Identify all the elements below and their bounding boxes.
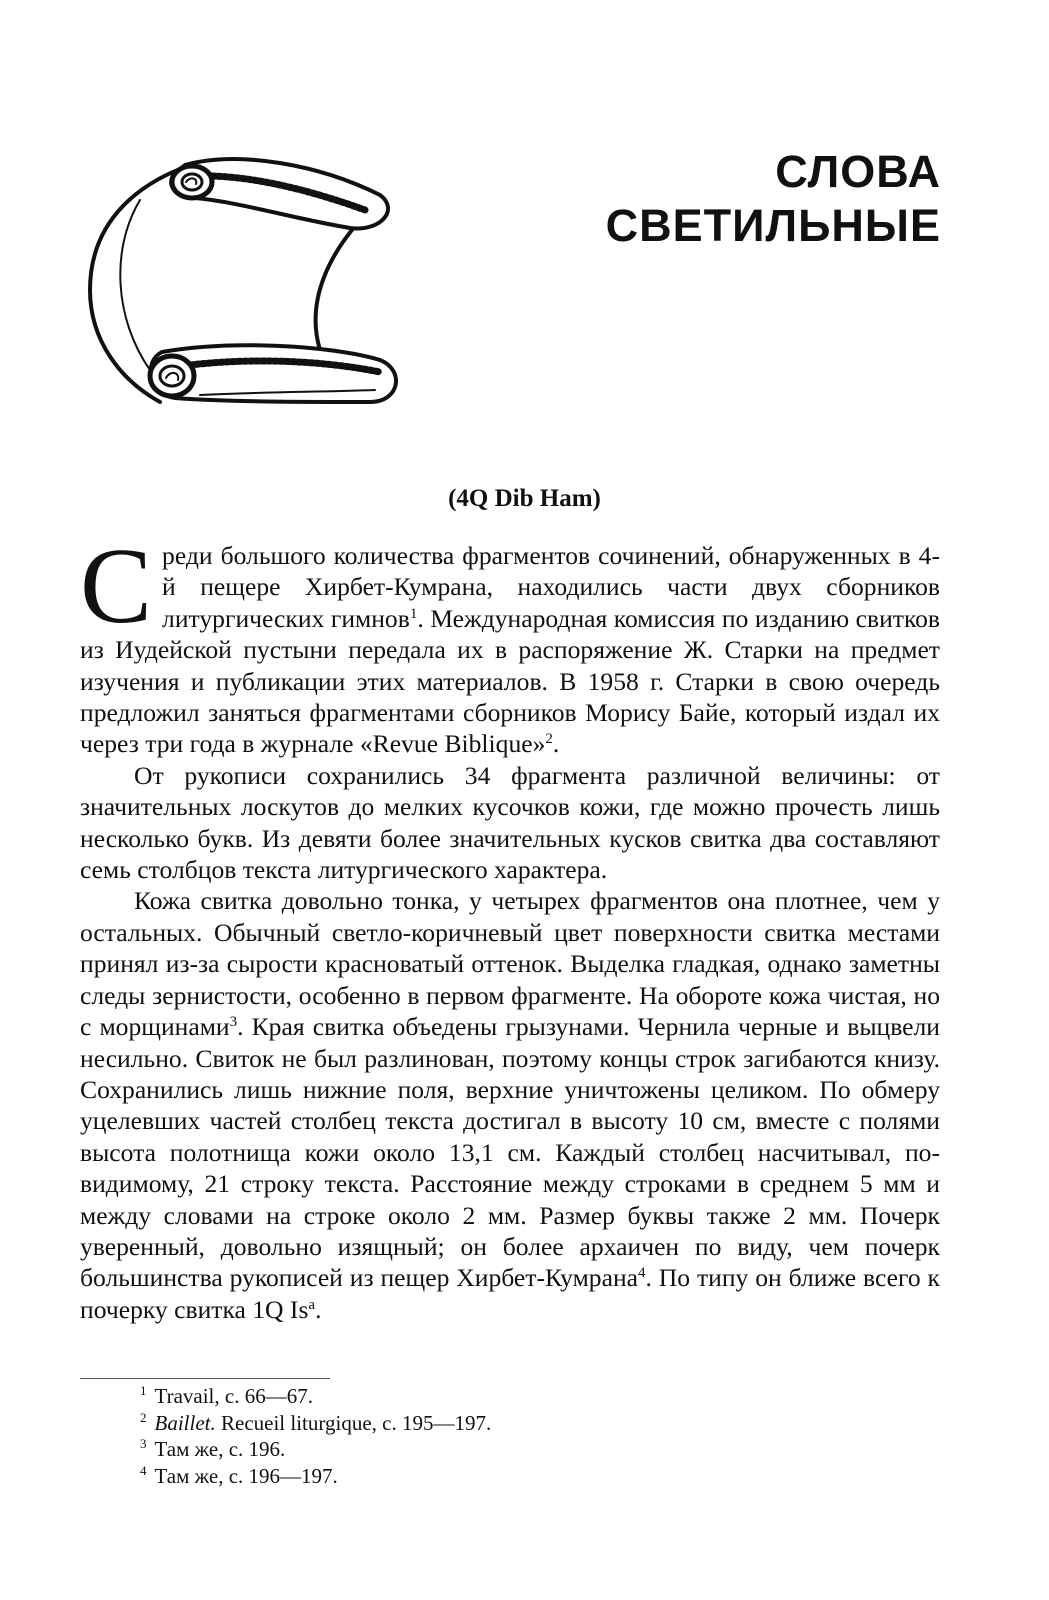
footnote-divider (80, 1378, 330, 1379)
footnote-number: 1 (140, 1383, 147, 1398)
paragraph-3-text-b: . Края свитка объедены грызунами. Чернила черные и выцвели несильно. Свиток не был разлинован, поэтому концы строк загибаются книзу. Сохранились лишь нижние поля, верхние уничтожены целиком. По обмеру уцелевших частей столбец текста достигал в высоту 10 см, вместе с полями высота полотнища кожи около 13,1 см. Каждый столбец насчитывал, по-видимому, 21 строку текста. Расстояние между строками в среднем 5 мм и между словами на строке около 2 мм. Размер буквы также 2 мм. Почерк уверенный, довольно изящный; он более архаичен по виду, чем почерк большинства рукописей из пещер Хирбет-Кумрана (80, 1012, 940, 1293)
footnote-number: 2 (140, 1409, 147, 1425)
paragraph-1 (80, 527, 940, 760)
drop-cap: С (80, 527, 153, 646)
paragraph-1-text-b: . Международная комиссия по изданию свитков из Иудейской пустыни передала их в распоряжение Ж. Старки на предмет изучения и публикации этих материалов. В 1958 г. Старки в свою очередь предложил заняться фрагментами сборников Морису Байе, который издал их через три года в журнале «Revue Biblique» (80, 603, 940, 759)
title-line-2: СВЕТИЛЬНЫЕ (605, 200, 941, 251)
paragraph-2: От рукописи сохранились 34 фрагмента различной величины: от значительных лоскутов до мелких кусочков кожи, где можно прочесть лишь несколько букв. Из девяти более значительных кусков свитка два составляют семь столбцов текста литургического характера. (80, 760, 940, 885)
footnote-ref-4[interactable]: 4 (638, 1265, 646, 1282)
superscript-a: a (308, 1296, 316, 1313)
scroll-letter-s-icon (80, 140, 410, 430)
page-title (521, 145, 941, 253)
paragraph-3-text-d: . (315, 1294, 322, 1324)
footnote-ref-3[interactable]: 3 (229, 1014, 238, 1031)
paragraph-3-text-c: . По типу он ближе всего к почерку свитка 1Q Is (80, 1263, 940, 1324)
footnote-text: Recueil liturgique, с. 195—197. (215, 1410, 492, 1435)
footnote-text: Там же, с. 196—197. (154, 1463, 338, 1488)
footnote-number: 3 (140, 1436, 147, 1451)
paragraph-1-text-a: реди большого количества фрагментов сочинений, обнаруженных в 4-й пещере Хирбет-Кумрана, находились части двух сборников литургических гимнов (162, 541, 940, 633)
footnote-ref-1[interactable]: 1 (409, 605, 418, 622)
manuscript-siglum: (4Q Dib Ham) (448, 485, 601, 512)
footnotes (140, 1383, 840, 1489)
footnote-text: Там же, с. 196. (154, 1437, 286, 1461)
footnote-1 (140, 1383, 840, 1410)
footnote-2 (140, 1410, 840, 1437)
title-line-1: СЛОВА (775, 146, 941, 197)
paragraph-1-text-c: . (552, 729, 560, 759)
footnote-text: Travail, с. 66—67. (154, 1384, 313, 1408)
footnote-number: 4 (140, 1462, 147, 1478)
footnote-author: Baillet. (154, 1410, 216, 1435)
body-text (80, 527, 940, 1325)
footnote-ref-2[interactable]: 2 (545, 731, 553, 748)
paragraph-3 (80, 885, 940, 1325)
paragraph-3-text-a: Кожа свитка довольно тонка, у четырех фрагментов она плотнее, чем у остальных. Обычный светло-коричневый цвет поверхности свитка местами принял из-за сырости красноватый оттенок. Выделка гладкая, однако заметны следы зернистости, особенно в первом фрагменте. На обороте кожа чистая, но с морщинами (80, 886, 940, 1042)
footnote-3 (140, 1436, 840, 1463)
footnote-4 (140, 1463, 840, 1490)
